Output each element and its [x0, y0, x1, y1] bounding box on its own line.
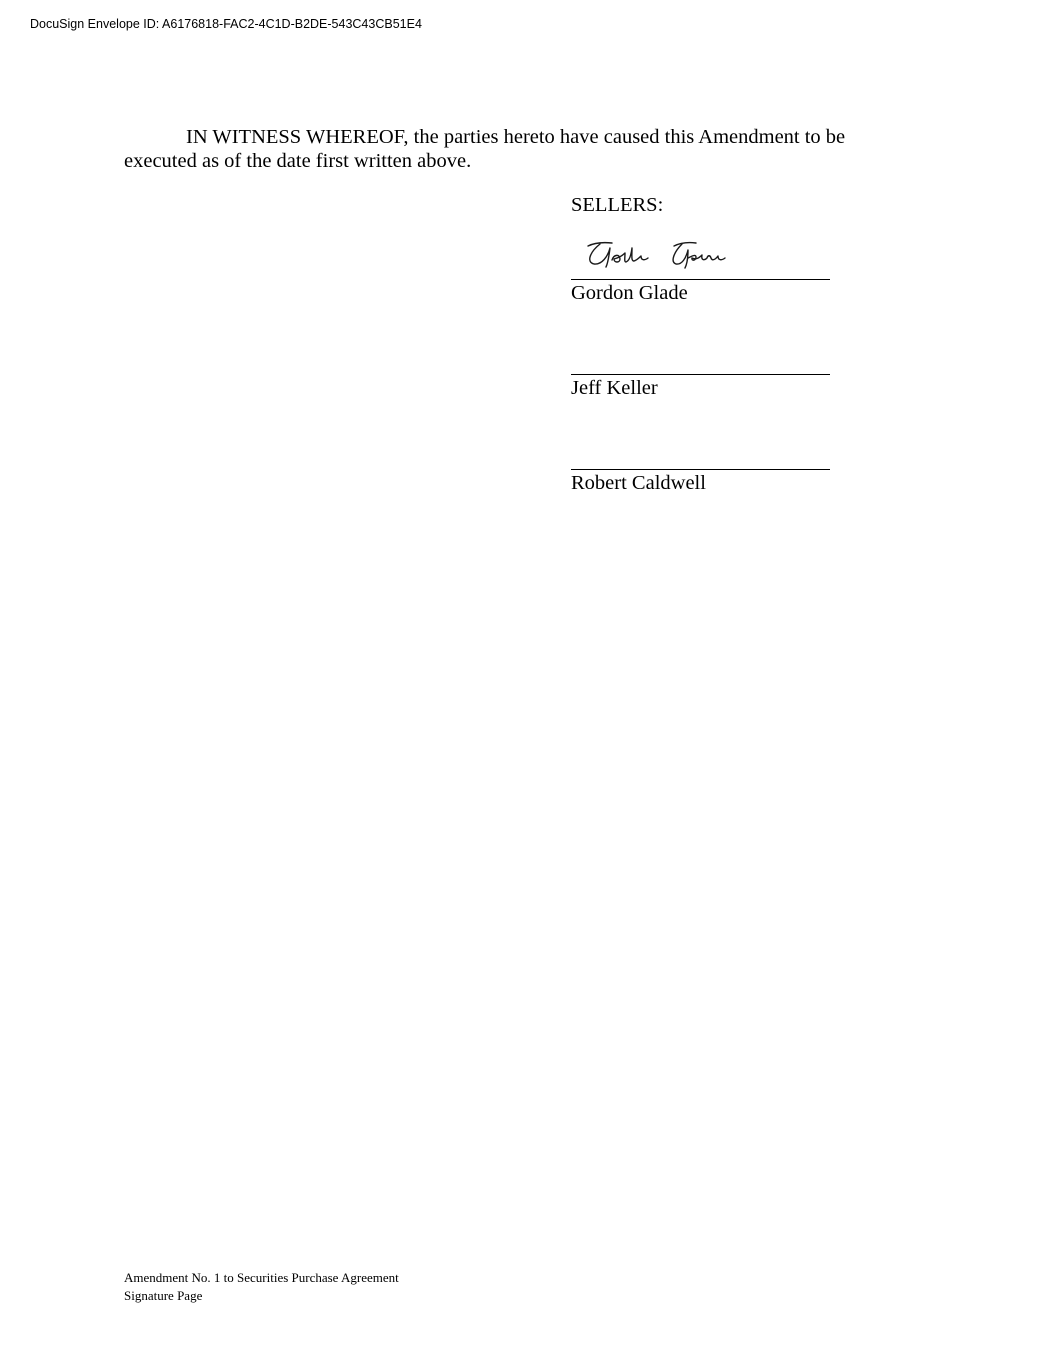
footer-document-title: Amendment No. 1 to Securities Purchase Agreement: [124, 1270, 399, 1285]
signer-name: Jeff Keller: [571, 377, 658, 399]
signature-block-jeff-keller: [571, 374, 831, 400]
page-footer: [124, 1269, 399, 1305]
signature-block-robert-caldwell: [571, 469, 831, 495]
signature-block-gordon-glade: [571, 279, 831, 305]
signer-name: Robert Caldwell: [571, 472, 706, 494]
signature-line[interactable]: [571, 374, 830, 375]
handwritten-signature: [578, 234, 738, 274]
witness-clause: [124, 125, 864, 173]
signer-name: Gordon Glade: [571, 282, 688, 304]
sellers-heading: SELLERS:: [571, 194, 664, 216]
signature-line[interactable]: [571, 469, 830, 470]
signature-line[interactable]: [571, 279, 830, 280]
footer-page-label: Signature Page: [124, 1288, 203, 1303]
witness-text-line-1: IN WITNESS WHEREOF, the parties hereto have caused this Amendment to be: [186, 126, 846, 148]
witness-text-line-2: executed as of the date first written above.: [124, 150, 472, 172]
docusign-envelope-id: DocuSign Envelope ID: A6176818-FAC2-4C1D-B2DE-543C43CB51E4: [30, 17, 422, 31]
